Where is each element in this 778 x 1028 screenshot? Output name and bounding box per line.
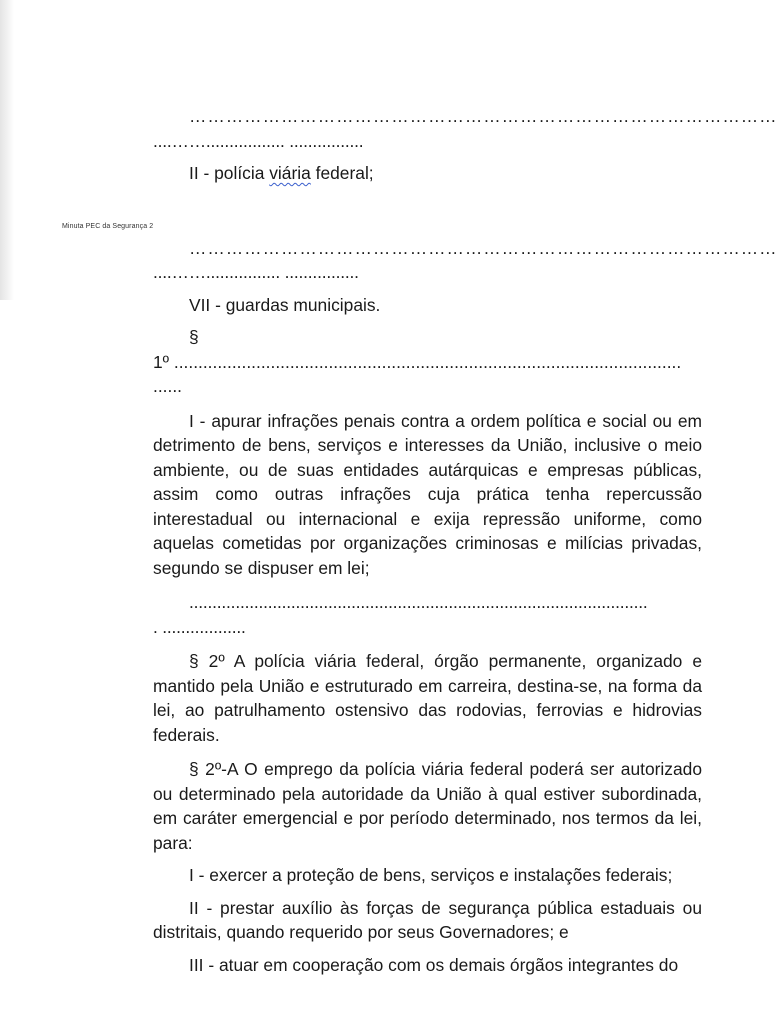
item-ii-prefix: II - polícia: [189, 163, 270, 183]
ellipsis-line: ....……................. ................: [153, 130, 364, 151]
paragraph-item-i: I - apurar infrações penais contra a ordem política e social ou em detrimento de bens, serviços e interesses da União, inclusive o meio ambiente, ou de suas entidades autárquicas e empresas públicas, assim como outras infrações cuja prática tenha repercussão interestadual ou internacional e exija repressão uniforme, como aquelas cometidas por organizações criminosas e milícias privadas, segundo se dispuser em lei;: [153, 410, 702, 578]
paragraph-section-2a: § 2º-A O emprego da polícia viária federal poderá ser autorizado ou determinado pela autoridade da União à qual estiver subordinada, em caráter emergencial e por período determinado, nos termos da lei, para:: [153, 759, 702, 853]
list-item-exercer: I - exercer a proteção de bens, serviços e instalações federais;: [189, 865, 673, 885]
spellcheck-word: viária: [269, 163, 311, 183]
ellipsis-line: ....……................ ................: [153, 262, 359, 282]
list-item-atuar: III - atuar em cooperação com os demais órgãos integrantes do: [189, 954, 679, 975]
ellipsis-line: . ..................: [153, 616, 246, 637]
ellipsis-line: ...................................................................................................: [189, 592, 648, 612]
document-body: [153, 104, 778, 977]
page-edge-shadow: [0, 0, 14, 300]
ellipsis-line: ……………………………………………………………………………………: [189, 106, 778, 126]
item-vii-guardas-municipais: VII - guardas municipais.: [189, 294, 381, 315]
section-1-number: 1º: [153, 351, 170, 372]
list-item-prestar-auxilio: II - prestar auxílio às forças de segurança pública estaduais ou distritais, quando requerido por seus Governadores; e: [153, 897, 702, 942]
section-1-line: [153, 350, 702, 375]
ellipsis-line: ……………………………………………………………………………………: [189, 237, 778, 258]
margin-comment: Minuta PEC da Segurança 2: [62, 223, 154, 230]
item-ii-policia-viaria: [153, 161, 702, 186]
section-1-dots: .........................................................................................................: [169, 351, 682, 372]
paragraph-section-2: § 2º A polícia viária federal, órgão permanente, organizado e mantido pela União e estruturado em carreira, destina-se, na forma da lei, ao patrulhamento ostensivo das rodovias, ferrovias e hidrovias federais.: [153, 651, 702, 745]
item-ii-suffix: federal;: [310, 163, 374, 183]
section-1-dots-continuation: ......: [153, 376, 182, 396]
section-symbol: §: [189, 327, 199, 347]
